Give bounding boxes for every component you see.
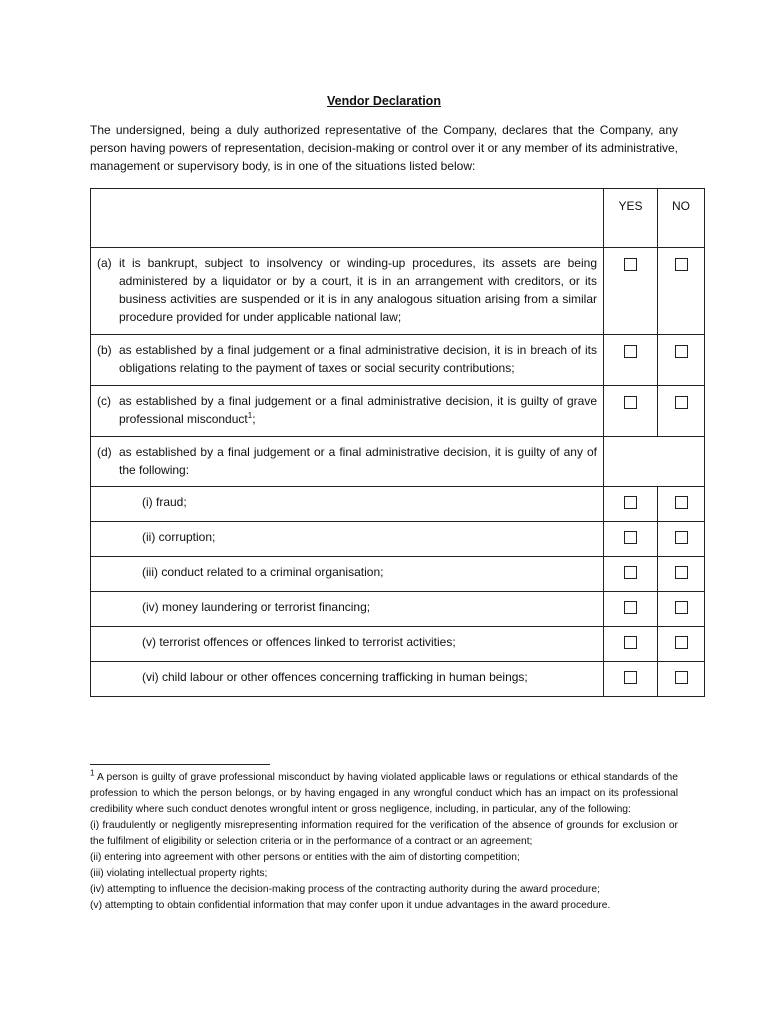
no-checkbox-a[interactable]	[675, 258, 688, 271]
item-text-end: ;	[252, 412, 256, 426]
item-cell-a	[91, 248, 604, 335]
declaration-table	[90, 188, 705, 697]
yes-checkbox-a[interactable]	[624, 258, 637, 271]
document-title: Vendor Declaration	[327, 94, 441, 108]
table-row	[91, 557, 705, 592]
intro-paragraph: The undersigned, being a duly authorized representative of the Company, declares that the Company, any person having powers of representation, decision-making or control over it or any member of its administrative, management or supervisory body, is in one of the situations listed below:	[90, 123, 678, 173]
no-checkbox-d-iii[interactable]	[675, 566, 688, 579]
yes-checkbox-d-i[interactable]	[624, 496, 637, 509]
item-mark: (a)	[97, 256, 112, 270]
footnote-lead	[90, 770, 678, 818]
table-row	[91, 335, 705, 386]
subitem-text: (iii) conduct related to a criminal organisation;	[142, 565, 384, 579]
subitem-text: (iv) money laundering or terrorist financing;	[142, 600, 371, 614]
footnote-item: (ii) entering into agreement with other persons or entities with the aim of distorting competition;	[90, 852, 520, 863]
no-checkbox-d-vi[interactable]	[675, 671, 688, 684]
table-header-row	[91, 189, 705, 248]
item-text: it is bankrupt, subject to insolvency or winding-up procedures, its assets are being administered by a liquidator or by a court, it is in an arrangement with creditors, or its business activities are suspended or it is in any analogous situation arising from a similar procedure provided for under applicable national law;	[119, 256, 597, 324]
item-text: as established by a final judgement or a final administrative decision, it is guilty of any of the following:	[119, 445, 597, 477]
yes-checkbox-b[interactable]	[624, 345, 637, 358]
subitem-text: (ii) corruption;	[142, 530, 216, 544]
table-row	[91, 522, 705, 557]
table-row	[91, 437, 705, 487]
footnote-number: 1	[90, 768, 95, 778]
footnote-item: (iii) violating intellectual property rights;	[90, 868, 268, 879]
item-d-empty-cell	[604, 437, 705, 487]
item-mark: (d)	[97, 445, 112, 459]
table-row	[91, 627, 705, 662]
footnote-item: (v) attempting to obtain confidential information that may confer upon it undue advantages in the award procedure.	[90, 900, 611, 911]
yes-checkbox-d-iv[interactable]	[624, 601, 637, 614]
table-row	[91, 662, 705, 697]
header-blank-cell	[91, 189, 604, 248]
table-row	[91, 487, 705, 522]
yes-checkbox-c[interactable]	[624, 396, 637, 409]
no-checkbox-d-v[interactable]	[675, 636, 688, 649]
item-cell-d	[91, 437, 604, 487]
no-checkbox-d-ii[interactable]	[675, 531, 688, 544]
no-checkbox-d-i[interactable]	[675, 496, 688, 509]
item-mark: (b)	[97, 343, 112, 357]
footnote-item: (iv) attempting to influence the decision-making process of the contracting authority during the award procedure;	[90, 884, 600, 895]
yes-checkbox-d-vi[interactable]	[624, 671, 637, 684]
item-text: as established by a final judgement or a final administrative decision, it is in breach of its obligations relating to the payment of taxes or social security contributions;	[119, 343, 597, 375]
no-checkbox-d-iv[interactable]	[675, 601, 688, 614]
footnote-separator	[90, 764, 270, 765]
subitem-text: (i) fraud;	[142, 495, 187, 509]
yes-checkbox-d-iii[interactable]	[624, 566, 637, 579]
no-checkbox-b[interactable]	[675, 345, 688, 358]
yes-checkbox-d-v[interactable]	[624, 636, 637, 649]
yes-checkbox-d-ii[interactable]	[624, 531, 637, 544]
footnote-reference[interactable]: 1	[247, 411, 253, 420]
footnote-lead-text: A person is guilty of grave professional misconduct by having violated applicable laws or regulations or ethical standards of the profession to which the person belongs, or by having engaged in any wrongful conduct which has an impact on its professional credibility where such conduct denotes wrongful intent or gross negligence, including, in particular, any of the following:	[90, 772, 679, 815]
subitem-text: (v) terrorist offences or offences linked to terrorist activities;	[142, 635, 456, 649]
item-cell-c	[91, 386, 604, 437]
footnote-item: (i) fraudulently or negligently misrepresenting information required for the verification of the absence of grounds for exclusion or the fulfilment of eligibility or selection criteria or in the performance of a contract or an agreement;	[90, 820, 678, 847]
table-row	[91, 248, 705, 335]
table-row	[91, 386, 705, 437]
item-text: as established by a final judgement or a final administrative decision, it is guilty of grave professional misconduct	[119, 394, 597, 426]
no-checkbox-c[interactable]	[675, 396, 688, 409]
item-mark: (c)	[97, 394, 111, 408]
item-cell-b	[91, 335, 604, 386]
table-row	[91, 592, 705, 627]
column-header-yes: YES	[604, 189, 658, 248]
subitem-text: (vi) child labour or other offences concerning trafficking in human beings;	[142, 670, 528, 684]
column-header-no: NO	[658, 189, 705, 248]
footnotes	[90, 770, 678, 914]
